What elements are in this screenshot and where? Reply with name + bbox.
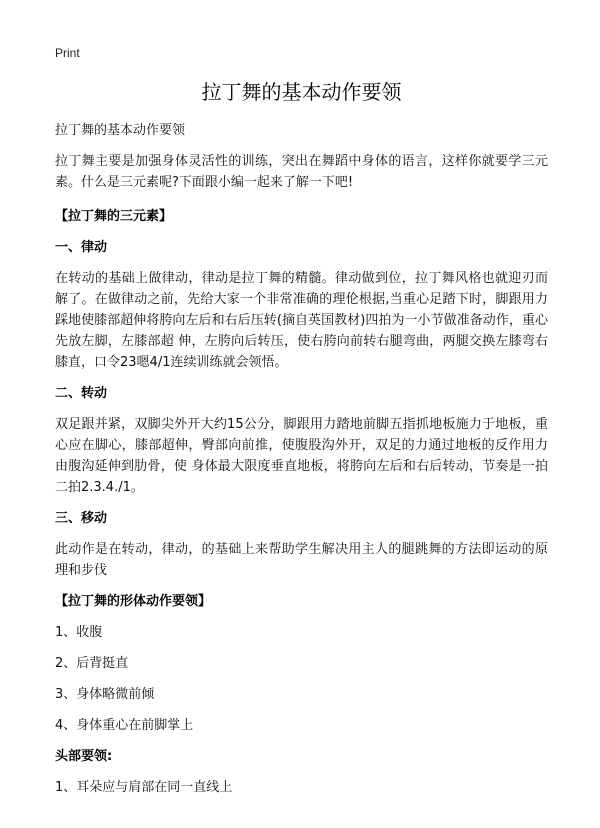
move-paragraph: 此动作是在转动，律动，的基础上来帮助学生解决用主人的腿跳舞的方法即运动的原理和步伐 <box>55 542 548 578</box>
list-item: 1、收腹 <box>55 625 103 640</box>
article-body <box>55 120 548 798</box>
turn-paragraph: 双足跟并紧，双脚尖外开大约15公分，脚跟用力踏地前脚五指抓地板施力于地板，重心应在脚心，膝部超伸，臀部向前推，使腹股沟外开，双足的力通过地板的反作用力由腹沟延伸到肋骨，使 身体最大限度垂直地板，将胯向左后和右后转动，节奏是一拍二拍2.3.4./1。 <box>55 417 548 495</box>
intro-paragraph: 拉丁舞主要是加强身体灵活性的训练，突出在舞蹈中身体的语言，这样你就要学三元素。什么是三元素呢?下面跟小编一起来了解一下吧! <box>55 154 548 190</box>
section-heading-three-elements: 【拉丁舞的三元素】 <box>55 209 173 224</box>
print-link[interactable]: Print <box>55 46 80 60</box>
list-item: 2、后背挺直 <box>55 656 129 671</box>
page-title: 拉丁舞的基本动作要领 <box>201 80 402 104</box>
turn-heading: 二、转动 <box>55 386 108 401</box>
head-heading: 头部要领: <box>55 749 113 764</box>
article-subtitle: 拉丁舞的基本动作要领 <box>55 123 186 138</box>
list-item: 3、身体略微前倾 <box>55 687 155 702</box>
list-item: 4、身体重心在前脚掌上 <box>55 718 194 733</box>
list-item: 1、耳朵应与肩部在同一直线上 <box>55 780 233 795</box>
move-heading: 三、移动 <box>55 511 108 526</box>
section-heading-body-posture: 【拉丁舞的形体动作要领】 <box>55 594 212 609</box>
rhythm-heading: 一、律动 <box>55 240 108 255</box>
rhythm-paragraph: 在转动的基础上做律动，律动是拉丁舞的精髓。律动做到位，拉丁舞风格也就迎刃而解了。在做律动之前，先给大家一个非常准确的理伦根据,当重心足踏下时，脚跟用力踩地使膝部超伸将胯向左后和右后压转(摘自英国教材)四拍为一小节做准备动作，重心先放左脚，左膝部超 伸，左胯向后转压，使右胯向前转右腿弯曲，两腿交换左膝弯右膝直，口令23嗯4/1连续训练就会领悟。 <box>55 271 548 370</box>
